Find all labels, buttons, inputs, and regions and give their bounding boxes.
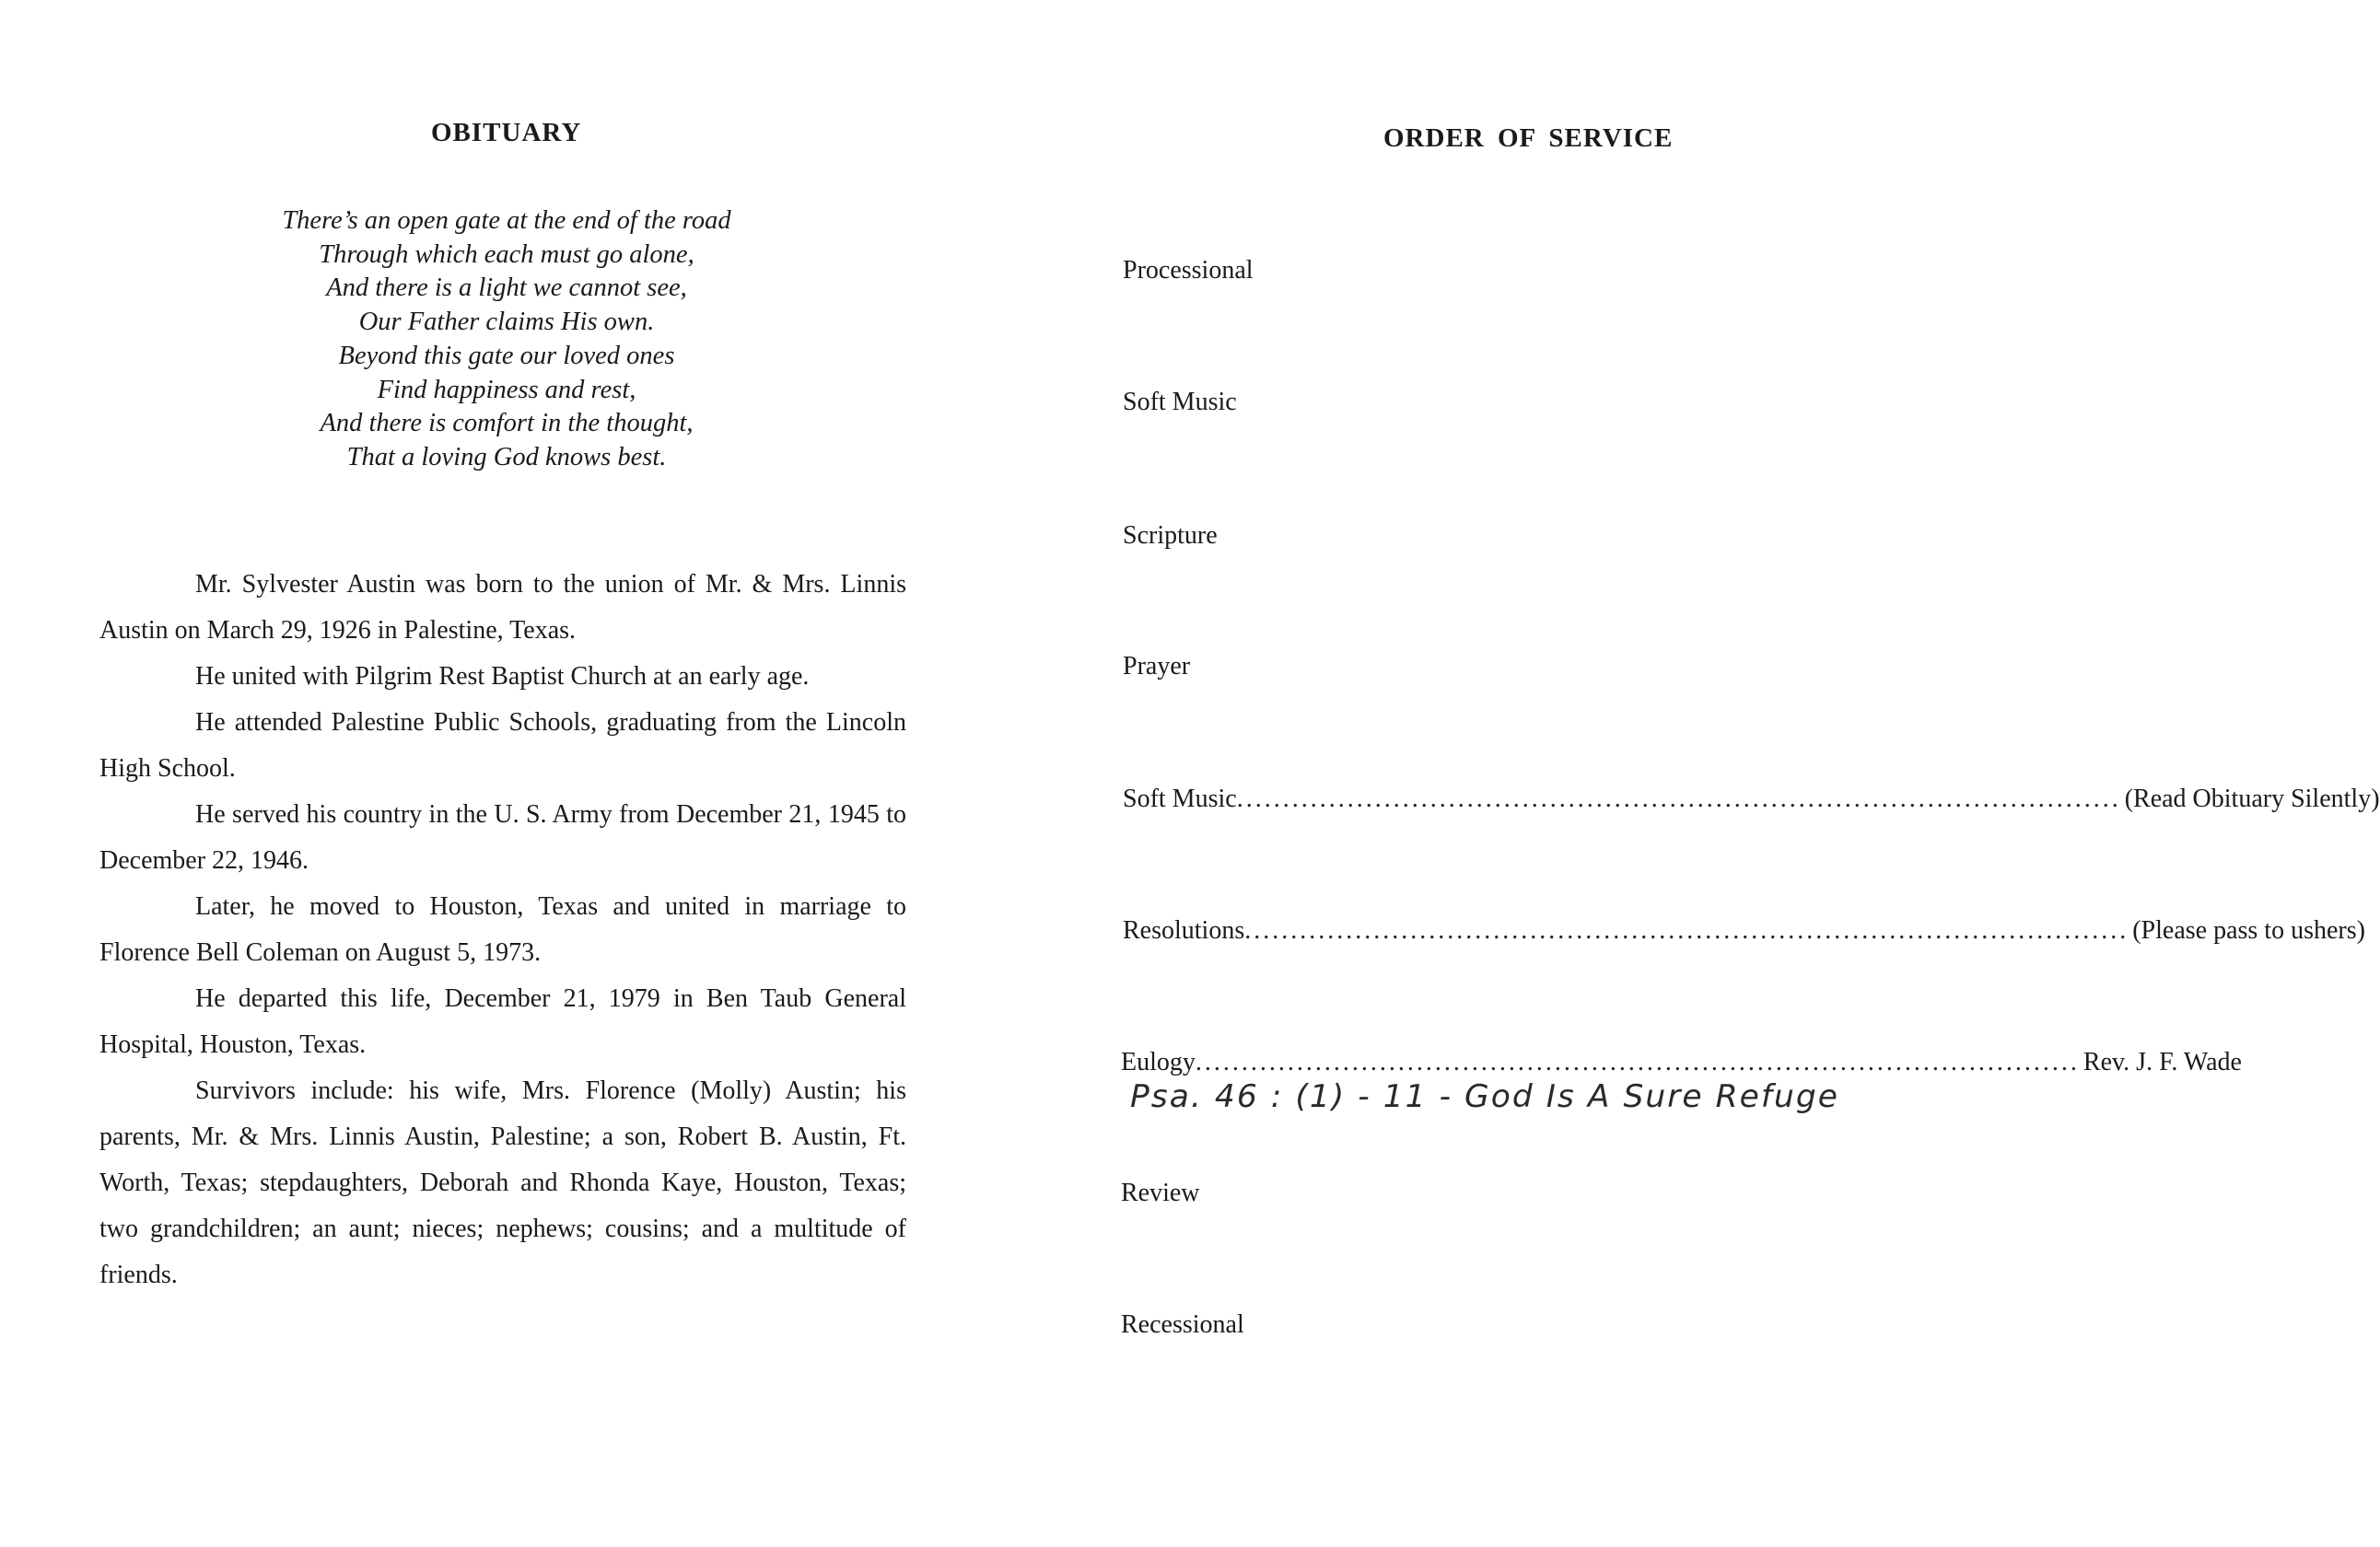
service-item-detail: (Read Obituary Silently) — [2124, 785, 2380, 813]
service-item-soft-music: Soft Music — [1123, 388, 1237, 416]
poem-line: That a loving God knows best. — [346, 442, 667, 471]
service-item-label: Eulogy — [1121, 1048, 1196, 1076]
poem-line: Find happiness and rest, — [377, 375, 636, 404]
service-item-resolutions — [1123, 916, 2365, 946]
bio-paragraph-church: He united with Pilgrim Rest Baptist Church at an early age. — [195, 662, 810, 691]
bio-paragraph-marriage: Later, he moved to Houston, Texas and united in marriage to Florence Bell Coleman on August 5, 1973. — [99, 892, 906, 967]
obituary-biography — [99, 562, 906, 1298]
obituary-title: OBITUARY — [431, 118, 582, 147]
bio-paragraph-birth: Mr. Sylvester Austin was born to the union of Mr. & Mrs. Linnis Austin on March 29, 1926 in Palestine, Texas. — [99, 570, 906, 645]
poem-line: There’s an open gate at the end of the road — [282, 206, 731, 235]
poem-line: Through which each must go alone, — [319, 239, 694, 269]
bio-paragraph-death: He departed this life, December 21, 1979 in Ben Taub General Hospital, Houston, Texas. — [99, 984, 906, 1059]
service-item-detail: (Please pass to ushers) — [2132, 916, 2365, 945]
bio-paragraph-school: He attended Palestine Public Schools, graduating from the Lincoln High School. — [99, 708, 906, 783]
service-item-scripture: Scripture — [1123, 521, 1218, 550]
service-item-soft-music-obituary — [1123, 785, 2380, 814]
bio-paragraph-army: He served his country in the U. S. Army from December 21, 1945 to December 22, 1946. — [99, 800, 906, 875]
handwritten-scripture-note — [1130, 1066, 1922, 1131]
handwritten-note-text: Psa. 46 : (1) - 11 - God Is A Sure Refuge — [1130, 1078, 1839, 1115]
order-of-service-page — [1069, 0, 2380, 1547]
poem-line: Beyond this gate our loved ones — [338, 341, 675, 370]
obituary-page — [0, 0, 1069, 1547]
service-item-detail: Rev. J. F. Wade — [2082, 1048, 2242, 1076]
poem — [184, 204, 829, 475]
service-item-processional: Processional — [1123, 256, 1254, 285]
poem-line: Our Father claims His own. — [358, 308, 655, 337]
order-of-service-title: ORDER OF SERVICE — [1383, 123, 1674, 153]
poem-line: And there is a light we cannot see, — [326, 273, 687, 303]
service-item-recessional: Recessional — [1121, 1310, 1244, 1339]
service-item-label: Resolutions — [1123, 916, 1245, 945]
service-item-review: Review — [1121, 1179, 1200, 1207]
service-item-label: Soft Music — [1123, 785, 1237, 813]
dot-leader: ................................................................................................ — [1244, 916, 2129, 945]
dot-leader: ................................................................................................ — [1236, 785, 2121, 813]
service-item-prayer: Prayer — [1123, 652, 1191, 680]
bio-paragraph-survivors: Survivors include: his wife, Mrs. Florence (Molly) Austin; his parents, Mr. & Mrs. Linnis Austin, Palestine; a son, Robert B. Austin, Ft. Worth, Texas; stepdaughters, Deborah and Rhonda Kaye, Houston, Texas; two grandchildren; an aunt; nieces; nephews; cousins; and a multitude of friends. — [99, 1076, 906, 1289]
poem-line: And there is comfort in the thought, — [320, 409, 694, 438]
dot-leader: ................................................................................................ — [1195, 1048, 2080, 1076]
